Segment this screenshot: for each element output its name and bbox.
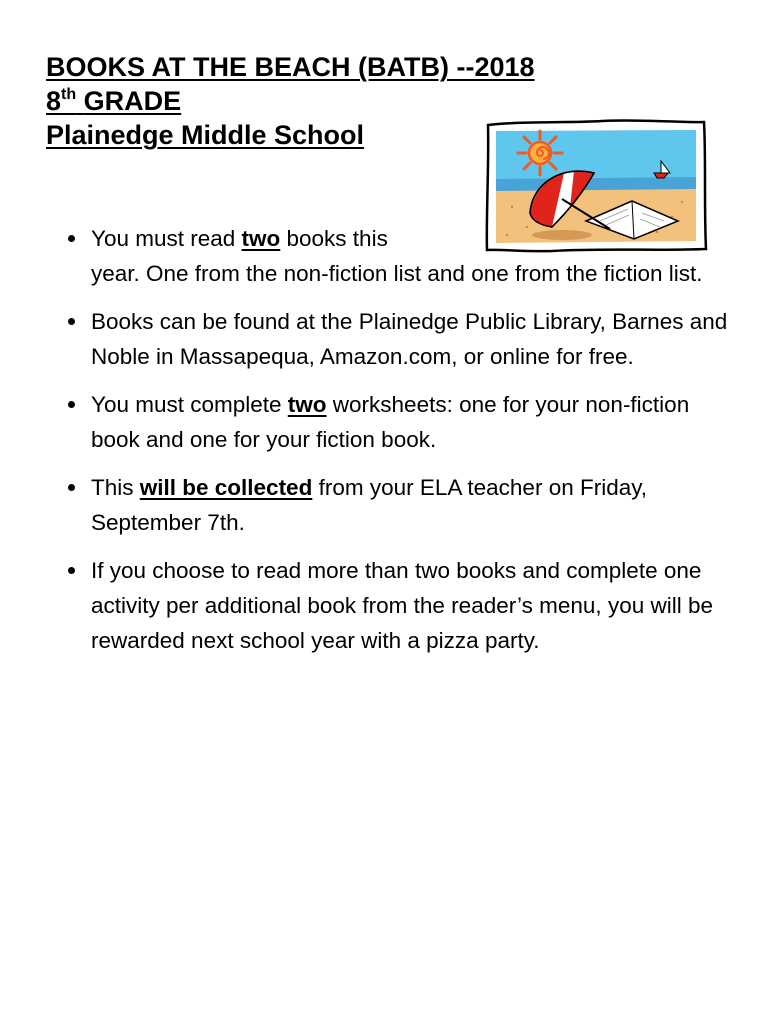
bullet-3-post: worksheets: one for your non-fiction book and one for your fiction book.	[91, 392, 690, 452]
list-item	[46, 387, 736, 457]
bullet-icon	[68, 401, 75, 408]
bullet-icon	[68, 567, 75, 574]
grade-suffix: th	[61, 86, 77, 103]
list-item	[46, 304, 736, 374]
bullet-5-text: If you choose to read more than two books and complete one activity per additional book from the reader’s menu, you will be rewarded next school year with a pizza party.	[91, 558, 713, 653]
bullet-4-post: from your ELA teacher on Friday, September 7th.	[91, 475, 648, 535]
bullet-1-emphasis: two	[241, 226, 281, 251]
bullet-1-first-line	[91, 221, 451, 256]
bullet-2-text: Books can be found at the Plainedge Public Library, Barnes and Noble in Massapequa, Amazon.com, or online for free.	[91, 309, 728, 369]
bullet-1-pre: You must read	[91, 226, 242, 251]
list-item	[46, 470, 736, 540]
school-name: Plainedge Middle School	[46, 120, 365, 150]
bullet-1-rest: year. One from the non-fiction list and one from the fiction list.	[91, 261, 703, 286]
list-item	[46, 221, 736, 291]
bullet-icon	[68, 235, 75, 242]
bullet-3-pre: You must complete	[91, 392, 288, 417]
bullet-4-emphasis: will be collected	[139, 475, 313, 500]
instruction-list	[46, 221, 736, 671]
grade-heading	[46, 84, 666, 118]
grade-number: 8	[46, 86, 62, 116]
list-item	[46, 553, 736, 658]
document-title: BOOKS AT THE BEACH (BATB) --2018	[46, 52, 535, 82]
bullet-3-emphasis: two	[287, 392, 327, 417]
bullet-1-post: books this	[280, 226, 388, 251]
bullet-4-pre: This	[91, 475, 140, 500]
bullet-icon	[68, 484, 75, 491]
bullet-icon	[68, 318, 75, 325]
grade-word: GRADE	[83, 86, 182, 116]
